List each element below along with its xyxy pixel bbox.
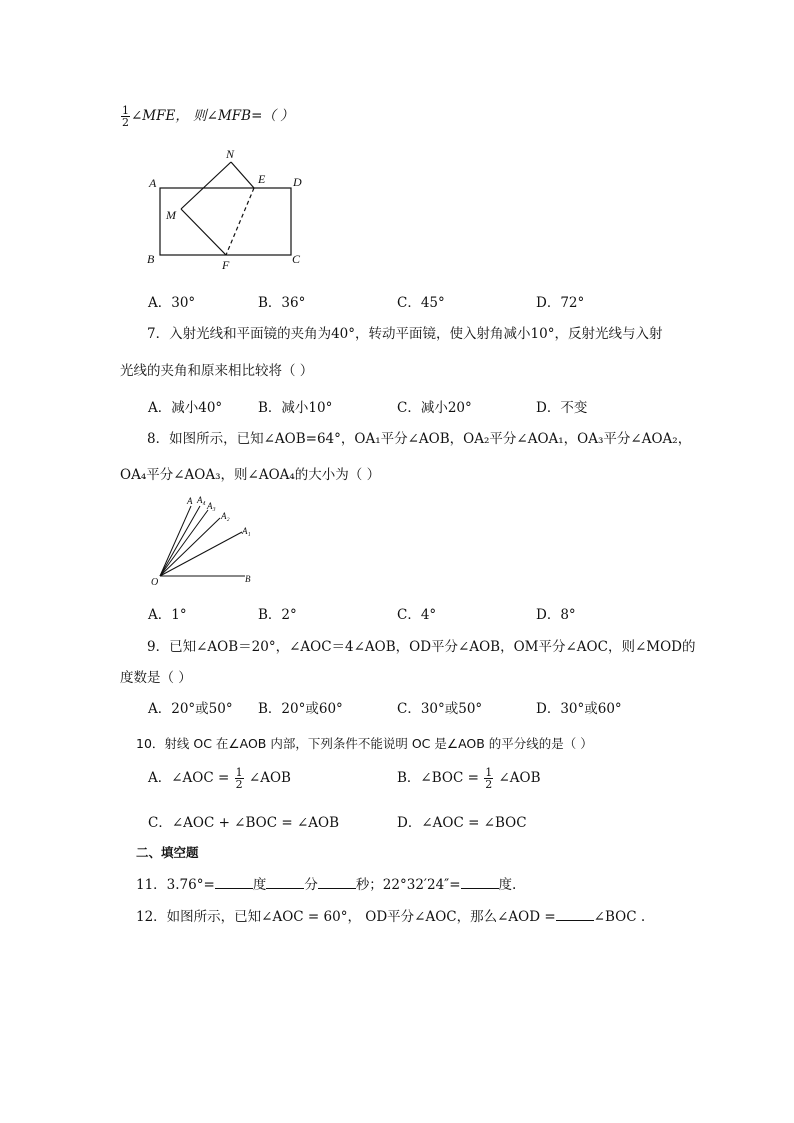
q11-text-1: 11．3.76°= [136, 877, 215, 893]
label-b: B [245, 574, 251, 584]
seg-ef-dashed [226, 188, 254, 255]
q8-figure [150, 494, 280, 589]
label-a: A [149, 176, 157, 190]
q10-option-d[interactable]: D．∠AOC = ∠BOC [397, 815, 527, 831]
label-a3: A₃ [207, 501, 216, 511]
q7-line2: 光线的夹角和原来相比较将（ ） [120, 363, 314, 379]
ray-oa [160, 506, 191, 576]
label-a: A [187, 496, 193, 506]
q9-option-a[interactable]: A．20°或50° [148, 701, 233, 717]
q12-line [136, 905, 645, 925]
q7-option-a[interactable]: A．减小40° [148, 400, 223, 416]
fraction: $\frac{1}{2}$ [235, 766, 243, 791]
label-f: F [222, 258, 230, 272]
q7-option-d[interactable]: D．不变 [536, 400, 588, 416]
fraction: $\frac{1}{2}$ [122, 104, 129, 129]
q10-option-b-prefix: B．∠BOC = [397, 770, 479, 786]
q9-line1: 9．已知∠AOB＝20°，∠AOC＝4∠AOB，OD平分∠AOB，OM平分∠AOC，则∠MOD的 [147, 639, 696, 655]
q6-option-a[interactable]: A．30° [148, 295, 196, 311]
q10-option-c[interactable]: C．∠AOC + ∠BOC = ∠AOB [148, 815, 340, 831]
section-title: 二、填空题 [136, 845, 199, 860]
label-a4: A₄ [197, 495, 206, 505]
q7-line1: 7．入射光线和平面镜的夹角为40°，转动平面镜，使入射角减小10°，反射光线与入射 [147, 326, 663, 342]
q11-text-3: 分 [304, 877, 318, 893]
q6-option-d[interactable]: D．72° [536, 295, 585, 311]
q6-figure [140, 145, 320, 275]
q10-option-a[interactable] [148, 766, 291, 790]
q8-option-c[interactable]: C．4° [397, 607, 437, 623]
q11-text-4: 秒；22°32′24″= [355, 877, 461, 893]
label-a1: A₁ [242, 526, 251, 536]
q8-option-d[interactable]: D．8° [536, 607, 576, 623]
label-a2: A₂ [221, 511, 230, 521]
q11-blank-1[interactable] [215, 876, 253, 889]
q9-line2: 度数是（ ） [120, 670, 192, 686]
label-c: C [292, 252, 301, 266]
q7-option-b[interactable]: B．减小10° [258, 400, 333, 416]
q12-text-1: 12．如图所示，已知∠AOC = 60°， OD平分∠AOC，那么∠AOD = [136, 909, 556, 925]
q12-blank[interactable] [556, 908, 594, 921]
q6-stem [120, 104, 294, 128]
q6-stem-text: ∠MFE， 则∠MFB=（ ） [131, 108, 294, 124]
seg-mn [181, 162, 231, 209]
q8-option-b[interactable]: B．2° [258, 607, 297, 623]
q10-option-b-suffix: ∠AOB [498, 770, 541, 786]
q11-blank-2[interactable] [266, 876, 304, 889]
q11-text-2: 度 [252, 877, 267, 893]
fraction: $\frac{1}{2}$ [485, 766, 493, 791]
q11-blank-3[interactable] [318, 876, 356, 889]
label-m: M [166, 208, 176, 222]
ray-oa3 [160, 510, 208, 576]
q8-line2: OA₄平分∠AOA₃，则∠AOA₄的大小为（ ） [120, 467, 381, 483]
label-n: N [226, 147, 235, 161]
q9-option-c[interactable]: C．30°或50° [397, 701, 483, 717]
rect-abcd [160, 188, 291, 255]
label-o: O [151, 577, 159, 588]
q9-option-b[interactable]: B．20°或60° [258, 701, 343, 717]
q8-line1: 8．如图所示，已知∠AOB=64°，OA₁平分∠AOB，OA₂平分∠AOA₁，OA₃平分∠AOA₂， [147, 431, 692, 447]
q10-line1: 10．射线 OC 在∠AOB 内部，下列条件不能说明 OC 是∠AOB 的平分线的是（ ） [136, 736, 593, 751]
q10-option-a-suffix: ∠AOB [248, 770, 291, 786]
q12-text-2: ∠BOC . [593, 909, 646, 925]
label-b: B [147, 252, 155, 266]
q11-line [136, 873, 516, 893]
q11-text-5: 度. [498, 877, 517, 893]
q6-option-c[interactable]: C．45° [397, 295, 445, 311]
q8-option-a[interactable]: A．1° [148, 607, 187, 623]
q9-option-d[interactable]: D．30°或60° [536, 701, 622, 717]
q7-option-c[interactable]: C．减小20° [397, 400, 472, 416]
label-d: D [293, 175, 302, 189]
ray-oa2 [160, 518, 220, 576]
seg-ne [231, 162, 254, 188]
q6-option-b[interactable]: B．36° [258, 295, 306, 311]
seg-mf [181, 209, 226, 255]
q10-option-b[interactable] [397, 766, 541, 790]
q10-option-a-prefix: A．∠AOC = [148, 770, 230, 786]
label-e: E [258, 172, 266, 186]
q11-blank-4[interactable] [461, 876, 499, 889]
